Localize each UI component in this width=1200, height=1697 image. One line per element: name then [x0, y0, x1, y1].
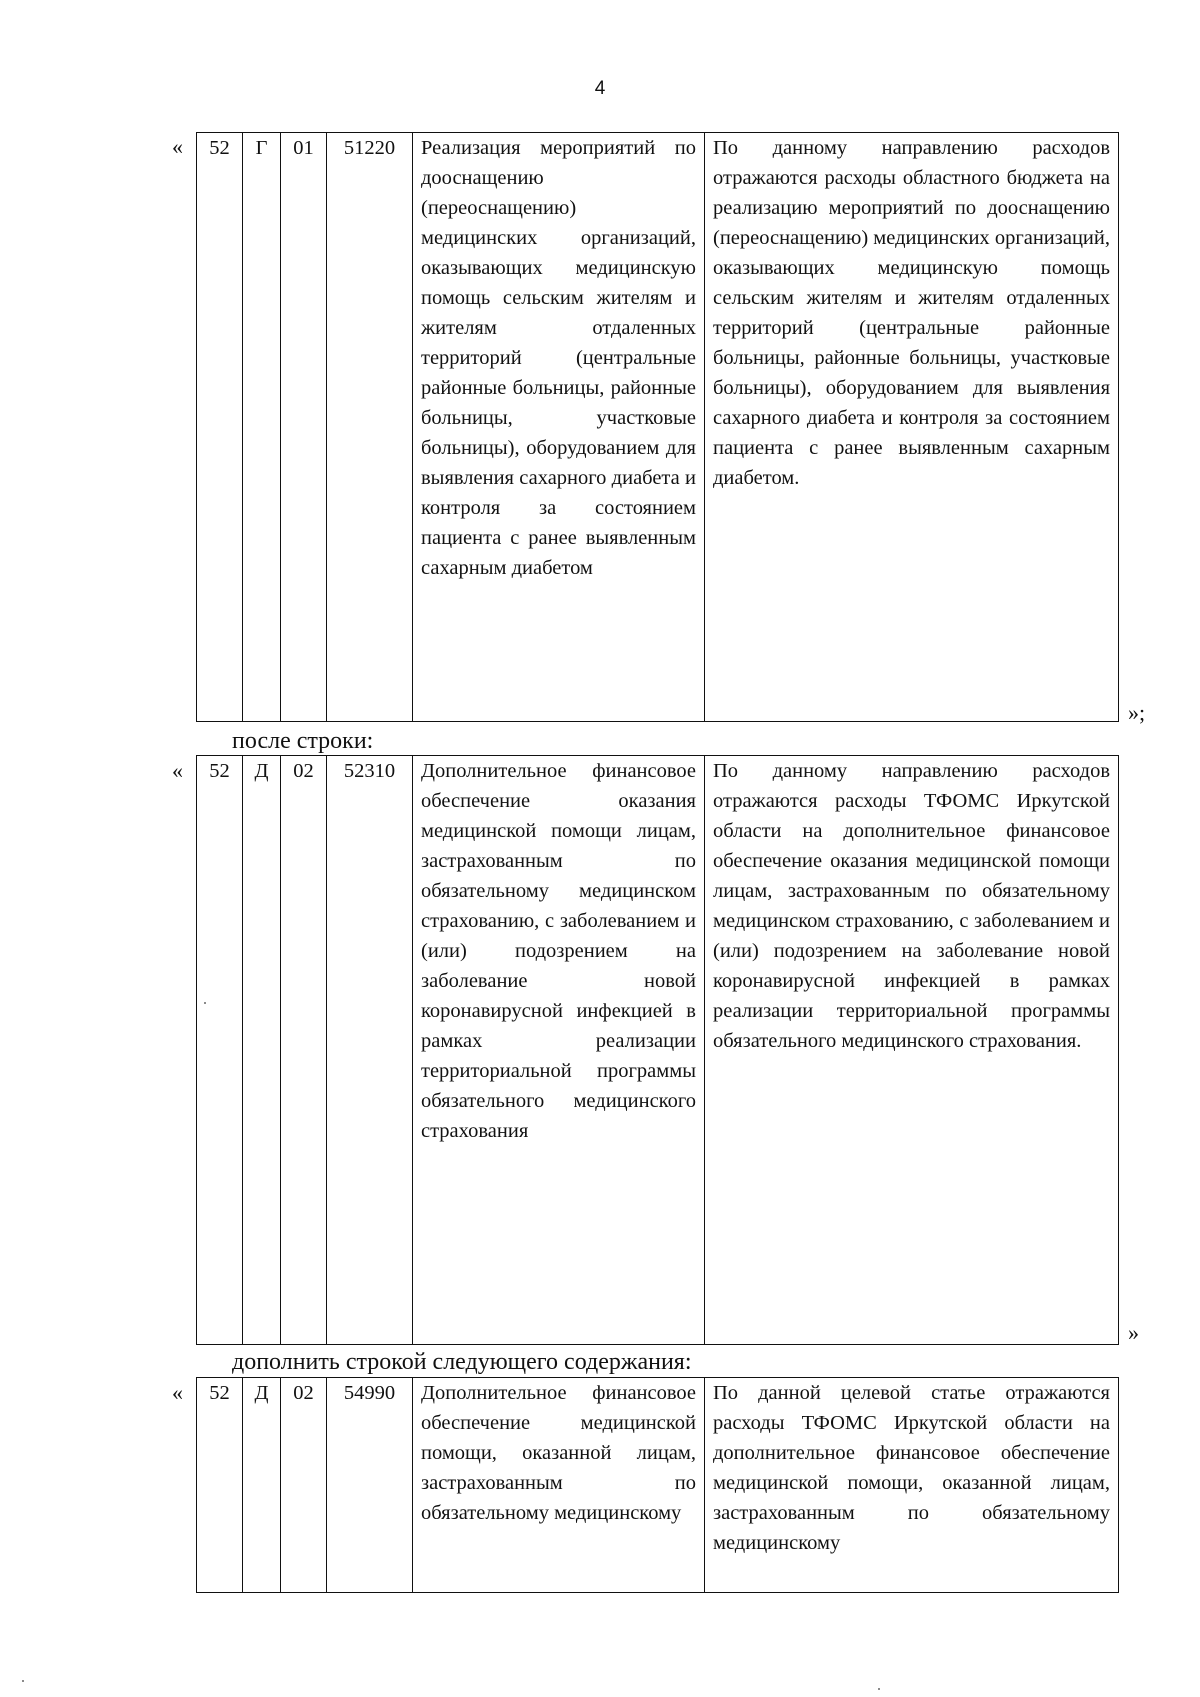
program-code-cell: 01	[281, 133, 327, 722]
scan-speck	[204, 1002, 206, 1004]
open-quote-1: «	[172, 134, 183, 159]
close-quote-2: »	[1128, 1320, 1139, 1345]
page-number: 4	[594, 78, 606, 99]
table-row	[197, 1378, 1119, 1593]
table-row	[197, 133, 1119, 722]
letter-code-cell: Д	[243, 1378, 281, 1593]
direction-code-cell: 51220	[327, 133, 413, 722]
table-row	[197, 756, 1119, 1345]
expense-description-cell: По данному направлению расходов отражаются расходы ТФОМС Иркутской области на дополнительное финансовое обеспечение оказания медицинской помощи лицам, застрахованным по обязательному медицинском страхованию, с заболеванием и (или) подозрением на заболевание новой коронавирусной инфекцией в рамках реализации территориальной программы обязательного медицинского страхования.	[705, 756, 1119, 1345]
letter-code-cell: Д	[243, 756, 281, 1345]
expense-name-cell: Дополнительное финансовое обеспечение медицинской помощи, оказанной лицам, застрахованным по обязательному медицинскому	[413, 1378, 705, 1593]
expense-description-cell: По данной целевой статье отражаются расходы ТФОМС Иркутской области на дополнительное финансовое обеспечение медицинской помощи, оказанной лицам, застрахованным по обязательному медицинскому	[705, 1378, 1119, 1593]
section-code-cell: 52	[197, 756, 243, 1345]
budget-code-table-row-2	[196, 755, 1119, 1345]
scan-speck	[22, 1680, 24, 1682]
budget-code-table-row-3	[196, 1377, 1119, 1593]
open-quote-3: «	[172, 1380, 183, 1405]
budget-code-table-row-1	[196, 132, 1119, 722]
close-quote-1: »;	[1128, 700, 1146, 725]
program-code-cell: 02	[281, 756, 327, 1345]
section-code-cell: 52	[197, 1378, 243, 1593]
direction-code-cell: 52310	[327, 756, 413, 1345]
expense-description-cell: По данному направлению расходов отражаются расходы областного бюджета на реализацию мероприятий по дооснащению (переоснащению) медицинских организаций, оказывающих медицинскую помощь сельским жителям и жителям отдаленных территорий (центральные районные больницы, районные больницы, участковые больницы), оборудованием для выявления сахарного диабета и контроля за состоянием пациента с ранее выявленным сахарным диабетом.	[705, 133, 1119, 722]
separator-add-row: дополнить строкой следующего содержания:	[232, 1349, 692, 1375]
expense-name-cell: Реализация мероприятий по дооснащению (переоснащению) медицинских организаций, оказывающих медицинскую помощь сельским жителям и жителям отдаленных территорий (центральные районные больницы, районные больницы, участковые больницы), оборудованием для выявления сахарного диабета и контроля за состоянием пациента с ранее выявленным сахарным диабетом	[413, 133, 705, 722]
program-code-cell: 02	[281, 1378, 327, 1593]
expense-name-cell: Дополнительное финансовое обеспечение оказания медицинской помощи лицам, застрахованным по обязательному медицинском страхованию, с заболеванием и (или) подозрением на заболевание новой коронавирусной инфекцией в рамках реализации территориальной программы обязательного медицинского страхования	[413, 756, 705, 1345]
section-code-cell: 52	[197, 133, 243, 722]
separator-after-row: после строки:	[232, 728, 374, 754]
scan-speck	[878, 1688, 880, 1690]
letter-code-cell: Г	[243, 133, 281, 722]
direction-code-cell: 54990	[327, 1378, 413, 1593]
open-quote-2: «	[172, 758, 183, 783]
